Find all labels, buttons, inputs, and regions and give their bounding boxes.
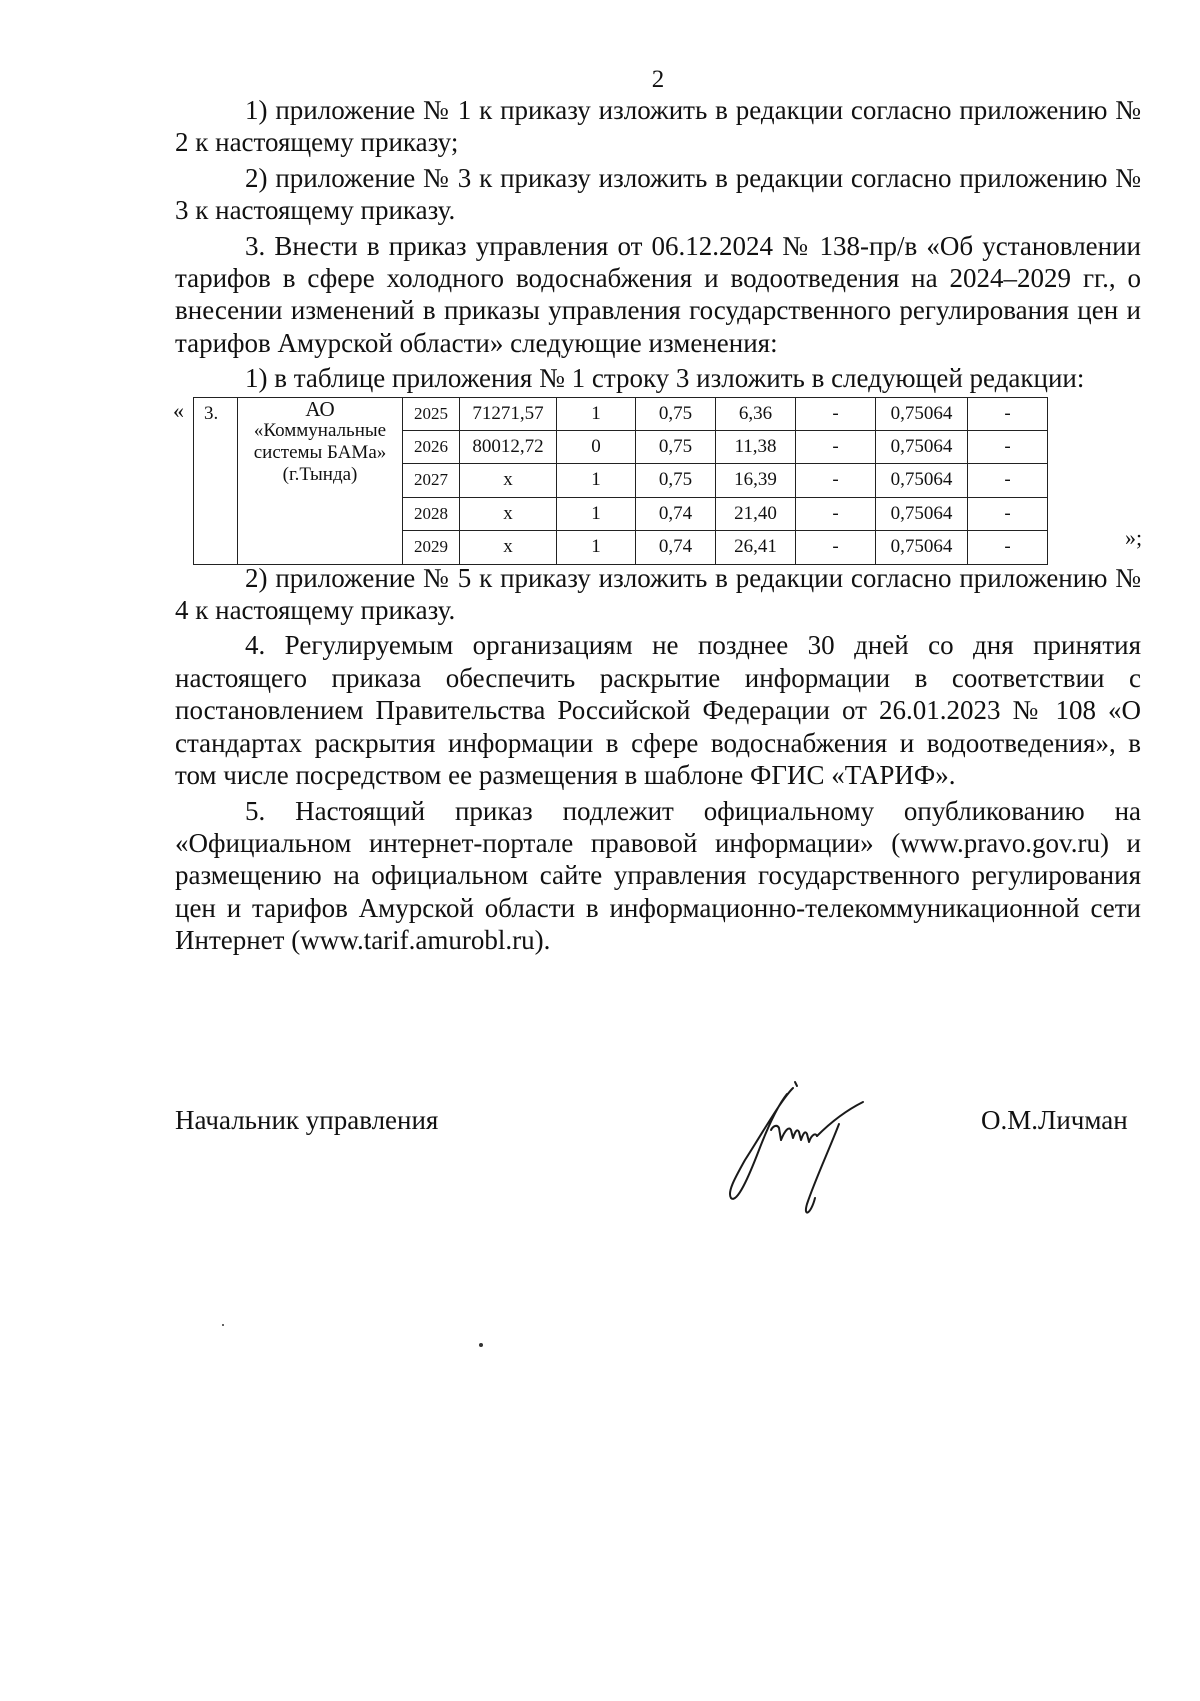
year-cell: 2028	[403, 497, 460, 530]
paragraph-5: 2) приложение № 5 к приказу изложить в редакции согласно приложению № 4 к настоящему приказу.	[175, 562, 1141, 626]
table-cell: 11,38	[716, 431, 796, 464]
table-cell: -	[796, 531, 876, 564]
table-cell: 21,40	[716, 497, 796, 530]
signature-block	[175, 1105, 1135, 1235]
scan-artifact-dot	[479, 1343, 483, 1347]
paragraph-1: 1) приложение № 1 к приказу изложить в редакции согласно приложению № 2 к настоящему приказу;	[175, 95, 1141, 158]
table-cell: -	[796, 431, 876, 464]
table-cell: 71271,57	[460, 397, 557, 430]
organization-city: (г.Тында)	[282, 463, 358, 485]
signer-name: О.М.Личман	[981, 1105, 1128, 1135]
table-cell: 1	[557, 397, 636, 430]
table-cell: 0,75064	[876, 531, 968, 564]
table-cell: 0,75	[636, 397, 716, 430]
table-cell: 1	[557, 531, 636, 564]
organization-type: АО	[305, 396, 335, 421]
year-cell: 2026	[403, 431, 460, 464]
document-body	[175, 94, 1141, 960]
table-cell: 0,75	[636, 464, 716, 497]
tariff-table-block	[175, 397, 1141, 556]
table-cell: -	[968, 397, 1048, 430]
table-cell: -	[796, 497, 876, 530]
organization-cell	[238, 397, 403, 564]
page-number: 2	[651, 66, 665, 93]
table-cell: -	[796, 464, 876, 497]
tariff-table	[193, 397, 1048, 565]
table-cell: -	[968, 464, 1048, 497]
open-quote: «	[173, 397, 184, 423]
table-cell: 0,75	[636, 431, 716, 464]
table-cell: 0,75064	[876, 497, 968, 530]
table-cell: 0	[557, 431, 636, 464]
paragraph-3: 3. Внести в приказ управления от 06.12.2024 № 138-пр/в «Об установлении тарифов в сфере холодного водоснабжения и водоотведения на 2024–2029 гг., о внесении изменений в приказы управления государственного регулирования цен и тарифов Амурской области» следующие изменения:	[175, 230, 1141, 358]
close-quote: »;	[1125, 524, 1143, 550]
table-cell: -	[796, 397, 876, 430]
table-cell: x	[460, 531, 557, 564]
year-cell: 2025	[403, 397, 460, 430]
table-cell: -	[968, 431, 1048, 464]
row-number-cell: 3.	[194, 397, 238, 564]
table-row	[194, 397, 1048, 430]
year-cell: 2027	[403, 464, 460, 497]
paragraph-7: 5. Настоящий приказ подлежит официальному опубликованию на «Официальном интернет-портале правовой информации» (www.pravo.gov.ru) и размещению на официальном сайте управления государственного регулирования цен и тарифов Амурской области в информационно-телекоммуникационной сети Интернет (www.tarif.amurobl.ru).	[175, 795, 1141, 956]
table-cell: 0,75064	[876, 464, 968, 497]
table-cell: -	[968, 497, 1048, 530]
table-cell: 1	[557, 464, 636, 497]
paragraph-2: 2) приложение № 3 к приказу изложить в редакции согласно приложению № 3 к настоящему приказу.	[175, 162, 1141, 226]
table-cell: 80012,72	[460, 431, 557, 464]
table-cell: 0,75064	[876, 397, 968, 430]
table-cell: 0,74	[636, 497, 716, 530]
signer-position: Начальник управления	[175, 1105, 439, 1135]
table-cell: 16,39	[716, 464, 796, 497]
table-cell: x	[460, 464, 557, 497]
organization-name: «Коммунальные системы БАМа»	[253, 419, 387, 463]
year-cell: 2029	[403, 531, 460, 564]
table-cell: 6,36	[716, 397, 796, 430]
table-cell: -	[968, 531, 1048, 564]
table-cell: 0,75064	[876, 431, 968, 464]
handwritten-signature	[715, 1080, 895, 1225]
paragraph-6: 4. Регулируемым организациям не позднее 30 дней со дня принятия настоящего приказа обеспечить раскрытие информации в соответствии с постановлением Правительства Российской Федерации от 26.01.2023 № 108 «О стандартах раскрытия информации в сфере водоснабжения и водоотведения», в том числе посредством ее размещения в шаблоне ФГИС «ТАРИФ».	[175, 630, 1141, 791]
table-cell: 0,74	[636, 531, 716, 564]
table-cell: x	[460, 497, 557, 530]
table-cell: 26,41	[716, 531, 796, 564]
scan-artifact-dot	[222, 1324, 224, 1326]
table-cell: 1	[557, 497, 636, 530]
paragraph-4: 1) в таблице приложения № 1 строку 3 изложить в следующей редакции:	[245, 363, 1085, 394]
